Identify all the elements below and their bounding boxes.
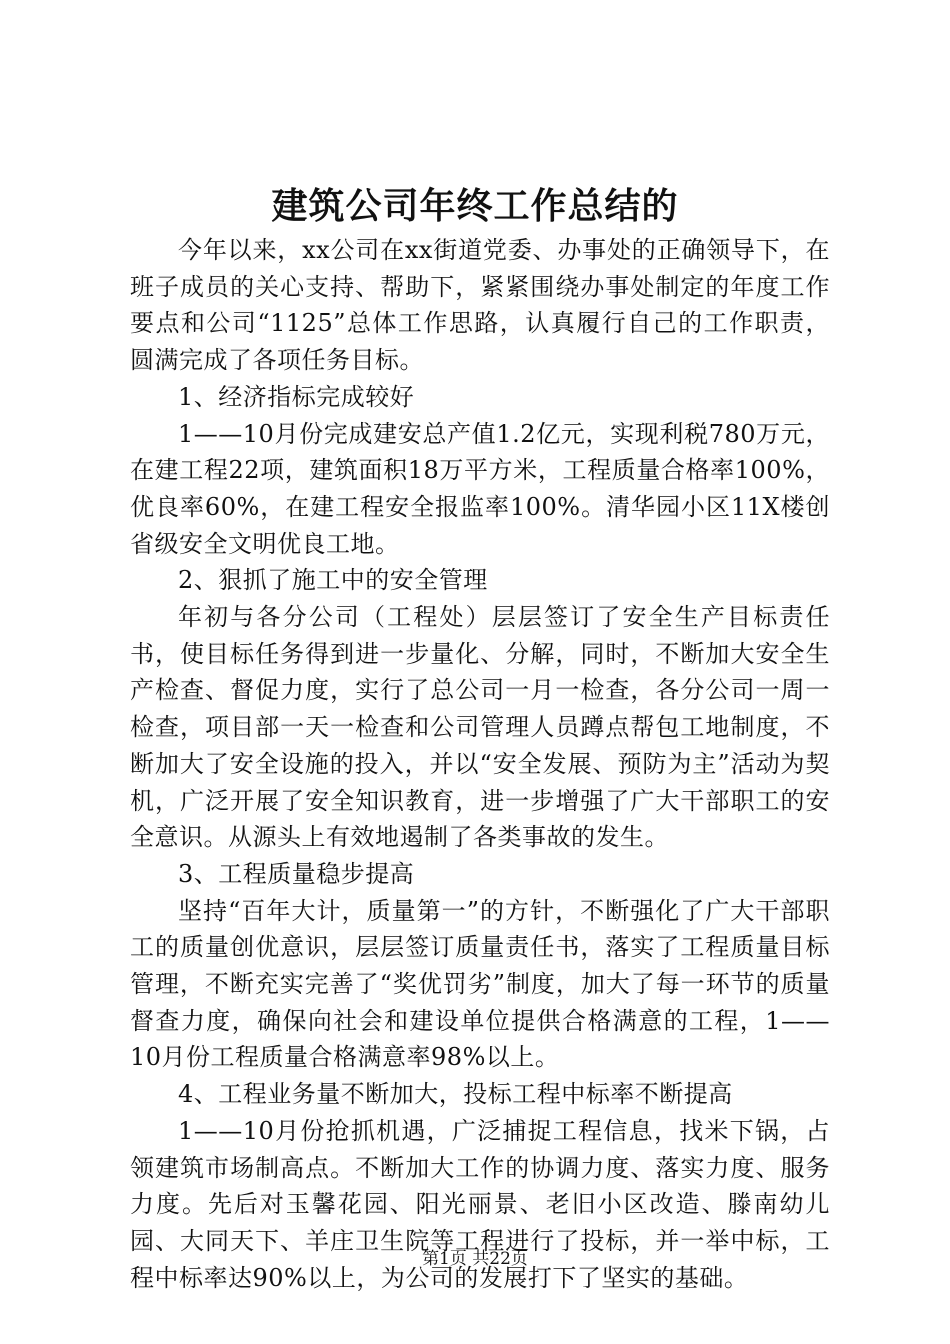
document-title: 建筑公司年终工作总结的 <box>271 185 679 227</box>
economic-paragraph: 1——10月份完成建安总产值1.2亿元，实现利税780万元，在建工程22项，建筑面积18万平方米，工程质量合格率100%，优良率60%，在建工程安全报监率100%。清华园小区11X楼创省级安全文明优良工地。 <box>130 419 830 558</box>
page-footer: 第1页 共22页 <box>422 1249 528 1269</box>
business-paragraph: 1——10月份抢抓机遇，广泛捕捉工程信息，找米下锅，占领建筑市场制高点。不断加大工作的协调力度、落实力度、服务力度。先后对玉馨花园、阳光丽景、老旧小区改造、滕南幼儿园、大同天下、羊庄卫生院等工程进行了投标，并一举中标，工程中标率达90%以上，为公司的发展打下了坚实的基础。 <box>130 1116 830 1292</box>
document-body <box>130 232 830 1296</box>
section-heading-safety: 2、狠抓了施工中的安全管理 <box>178 566 488 595</box>
section-heading-quality: 3、工程质量稳步提高 <box>178 859 415 888</box>
section-heading-business: 4、工程业务量不断加大，投标工程中标率不断提高 <box>178 1080 733 1109</box>
intro-paragraph: 今年以来，xx公司在xx街道党委、办事处的正确领导下，在班子成员的关心支持、帮助下，紧紧围绕办事处制定的年度工作要点和公司“1125”总体工作思路，认真履行自己的工作职责，圆满完成了各项任务目标。 <box>130 236 830 375</box>
quality-paragraph: 坚持“百年大计，质量第一”的方针，不断强化了广大干部职工的质量创优意识，层层签订质量责任书，落实了工程质量目标管理，不断充实完善了“奖优罚劣”制度，加大了每一环节的质量督查力度，确保向社会和建设单位提供合格满意的工程，1——10月份工程质量合格满意率98%以上。 <box>130 896 830 1072</box>
safety-paragraph: 年初与各分公司（工程处）层层签订了安全生产目标责任书，使目标任务得到进一步量化、分解，同时，不断加大安全生产检查、督促力度，实行了总公司一月一检查，各分公司一周一检查，项目部一天一检查和公司管理人员蹲点帮包工地制度，不断加大了安全设施的投入，并以“安全发展、预防为主”活动为契机，广泛开展了安全知识教育，进一步增强了广大干部职工的安全意识。从源头上有效地遏制了各类事故的发生。 <box>130 603 830 852</box>
section-heading-economic: 1、经济指标完成较好 <box>178 382 415 411</box>
